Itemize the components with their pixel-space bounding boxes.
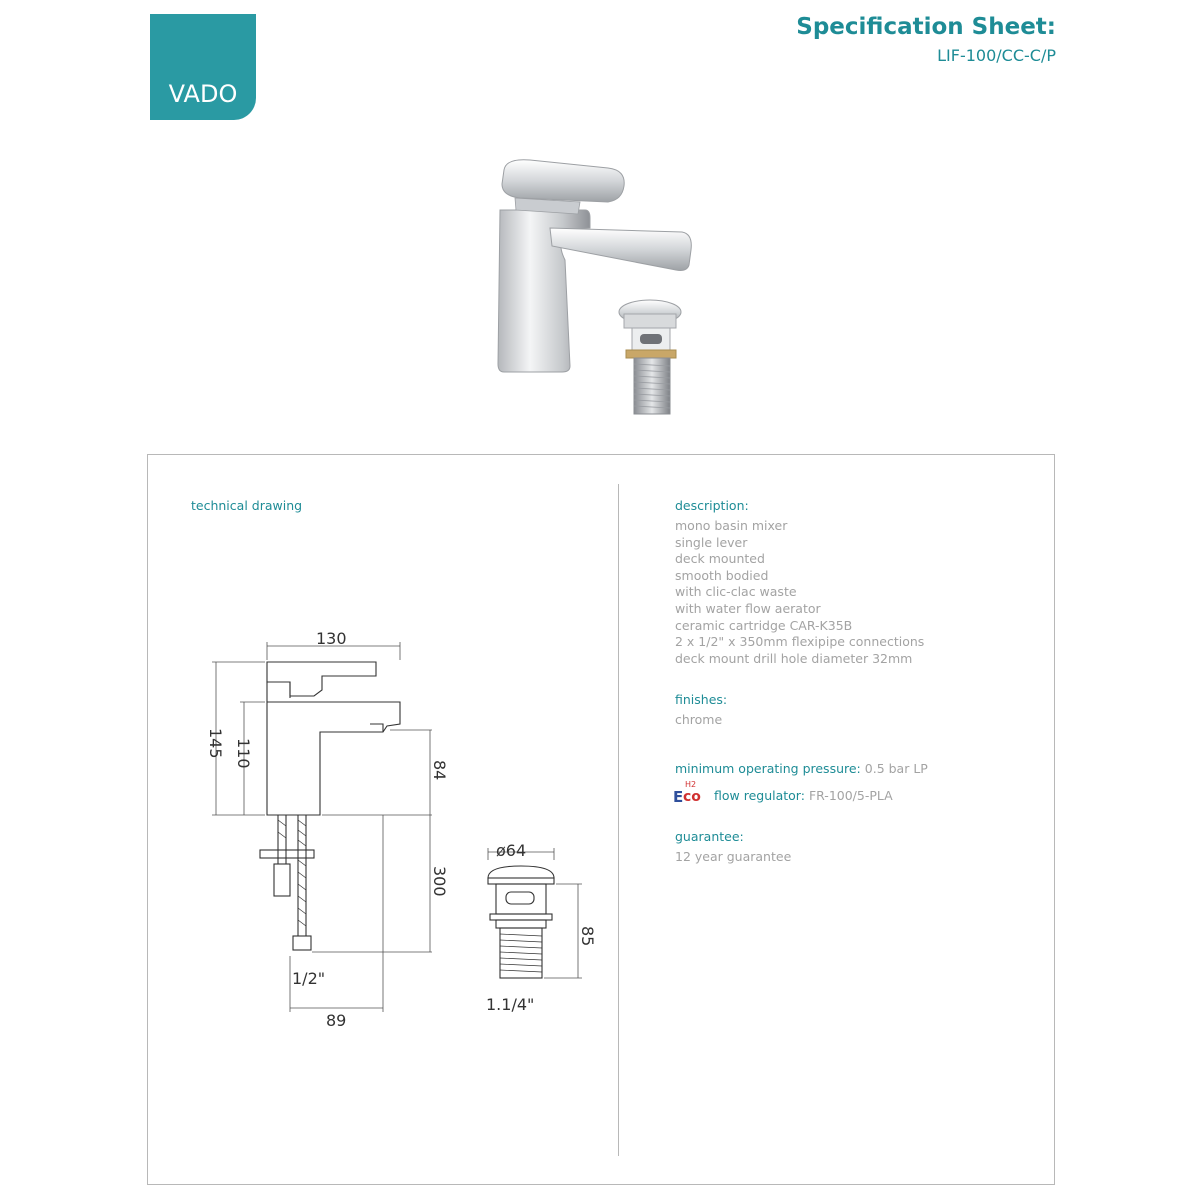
flow-label: flow regulator: [714, 788, 805, 803]
finishes-value: chrome [675, 712, 723, 727]
pressure-row [675, 761, 928, 776]
technical-drawing-label: technical drawing [191, 498, 303, 513]
description-line: single lever [675, 534, 748, 550]
description-line: ceramic cartridge CAR-K35B [675, 617, 853, 633]
guarantee-heading: guarantee: [675, 829, 744, 844]
description-heading: description: [675, 498, 749, 513]
description-line: smooth bodied [675, 567, 769, 583]
dim-connection: 1/2" [292, 969, 326, 988]
finishes-heading: finishes: [675, 692, 728, 707]
flow-row [714, 788, 893, 803]
pressure-value: 0.5 bar LP [864, 761, 928, 776]
dim-110: 110 [234, 738, 253, 769]
eco-icon: E co H2 [673, 780, 701, 806]
dim-84: 84 [430, 760, 449, 781]
dim-145: 145 [206, 728, 225, 759]
dim-89: 89 [326, 1011, 347, 1030]
dim-waste-height: 85 [578, 926, 597, 947]
pressure-label: minimum operating pressure: [675, 761, 861, 776]
description-line: mono basin mixer [675, 518, 788, 533]
dim-waste-diameter: ø64 [496, 841, 527, 860]
description-line: 2 x 1/2" x 350mm flexipipe connections [675, 634, 925, 650]
description-line: deck mount drill hole diameter 32mm [675, 650, 913, 666]
description-line: with water flow aerator [675, 600, 821, 616]
page-title: Specification Sheet: [796, 14, 1056, 40]
technical-drawing [190, 620, 610, 1040]
dim-300: 300 [430, 866, 449, 897]
description-line: with clic-clac waste [675, 584, 797, 600]
product-code: LIF-100/CC-C/P [937, 46, 1056, 65]
vado-logo [150, 14, 256, 120]
dim-130: 130 [316, 629, 347, 648]
dim-waste-thread: 1.1/4" [486, 995, 535, 1014]
description-line: deck mounted [675, 551, 765, 567]
guarantee-value: 12 year guarantee [675, 849, 792, 864]
flow-value: FR-100/5-PLA [808, 788, 893, 803]
description-list [675, 518, 924, 667]
logo-text: VADO [168, 80, 238, 108]
panel-divider [618, 484, 619, 1156]
product-image [490, 150, 710, 430]
